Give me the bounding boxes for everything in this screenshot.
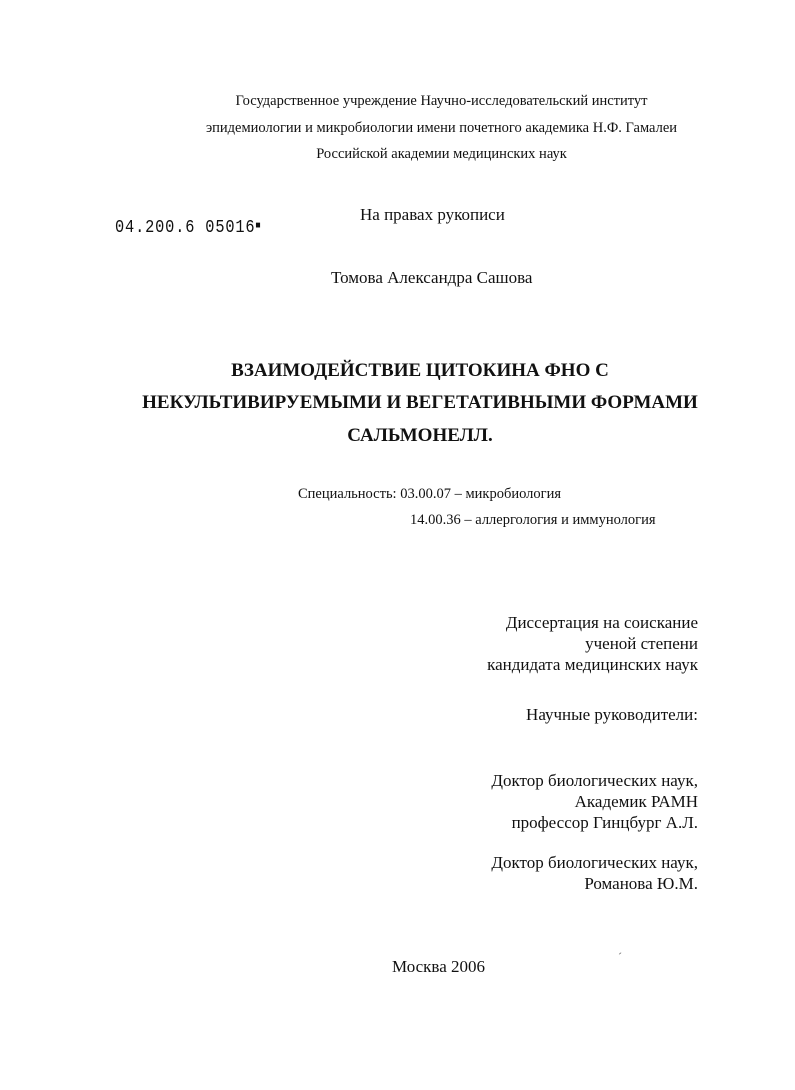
supervisor-1	[491, 770, 698, 833]
dissertation-line-3: кандидата медицинских наук	[487, 655, 698, 674]
stamp-number: 04.200.6 05016■	[115, 218, 262, 238]
supervisor-2-line-1: Доктор биологических наук,	[491, 853, 698, 872]
institution-line-1: Государственное учреждение Научно-исследовательский институт	[235, 93, 648, 109]
title-line-3: САЛЬМОНЕЛЛ.	[347, 425, 493, 446]
specialty-line-1: Специальность: 03.00.07 – микробиология	[298, 486, 561, 502]
stray-mark: ´	[618, 950, 622, 964]
supervisor-2-line-2: Романова Ю.М.	[584, 874, 698, 893]
institution-line-2: эпидемиологии и микробиологии имени почетного академика Н.Ф. Гамалеи	[205, 120, 678, 136]
dissertation-line-2: ученой степени	[585, 634, 698, 653]
supervisor-1-line-3: профессор Гинцбург А.Л.	[511, 813, 698, 832]
title-line-1: ВЗАИМОДЕЙСТВИЕ ЦИТОКИНА ФНО С	[231, 360, 609, 381]
supervisor-2	[491, 852, 698, 894]
institution-line-3: Российской академии медицинских наук	[316, 146, 567, 162]
city-year: Москва 2006	[392, 957, 486, 976]
dissertation-block	[487, 612, 698, 675]
author-name: Томова Александра Сашова	[331, 268, 533, 287]
supervisor-1-line-2: Академик РАМН	[574, 792, 698, 811]
supervisor-1-line-1: Доктор биологических наук,	[491, 771, 698, 790]
supervisors-heading: Научные руководители:	[526, 705, 698, 724]
manuscript-note: На правах рукописи	[360, 205, 505, 224]
specialty-line-2: 14.00.36 – аллергология и иммунология	[410, 512, 656, 528]
title-line-2: НЕКУЛЬТИВИРУЕМЫМИ И ВЕГЕТАТИВНЫМИ ФОРМАМИ	[142, 392, 698, 413]
dissertation-line-1: Диссертация на соискание	[505, 613, 698, 632]
